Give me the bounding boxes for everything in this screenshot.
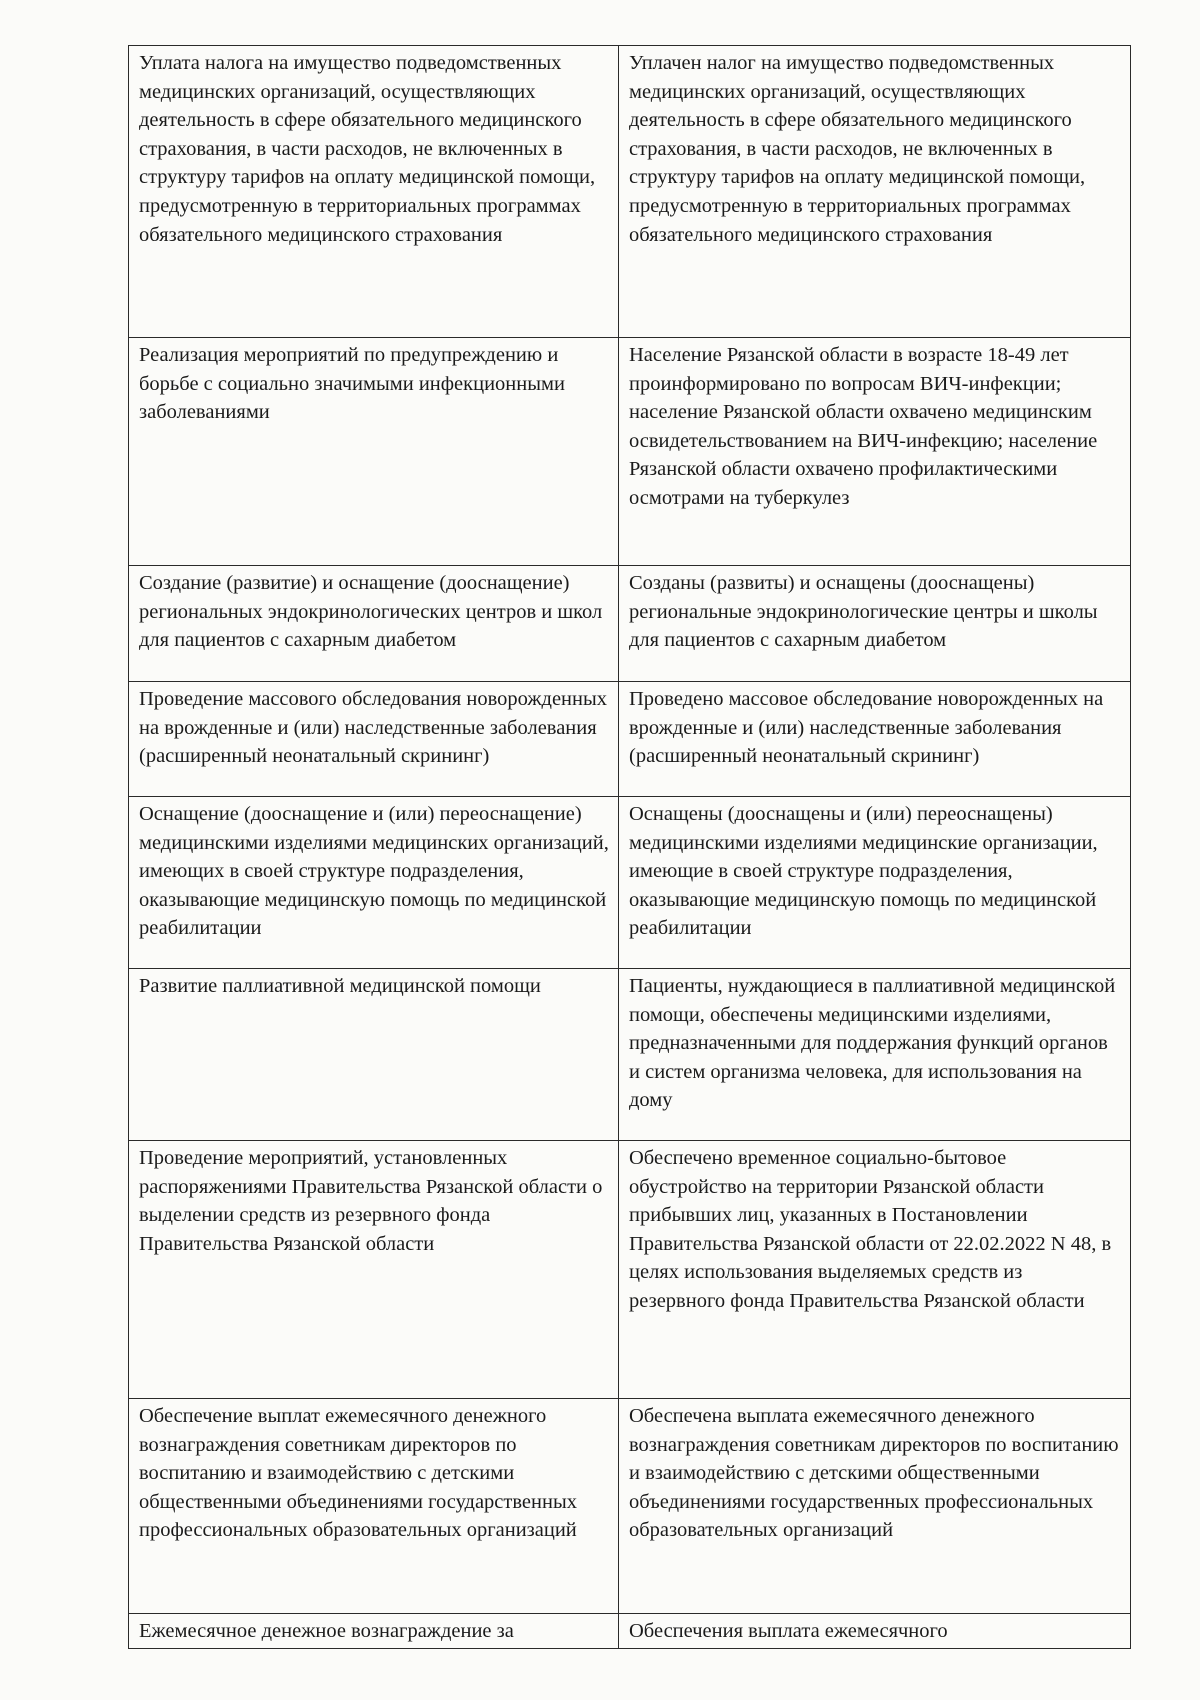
table-row (129, 338, 1131, 566)
result-cell (619, 338, 1131, 566)
result-cell (619, 46, 1131, 338)
result-cell (619, 682, 1131, 797)
measure-text: Ежемесячное денежное вознаграждение за (139, 1620, 514, 1642)
table-row (129, 1614, 1131, 1649)
measure-cell (129, 1614, 619, 1649)
measure-text: Проведение массового обследования новорожденных на врожденные и (или) наследственные заболевания (расширенный неонатальный скрининг) (139, 688, 608, 768)
result-text: Созданы (развиты) и оснащены (дооснащены) региональные эндокринологические центры и школы для пациентов с сахарным диабетом (629, 572, 1098, 652)
table-row (129, 969, 1131, 1141)
result-text: Обеспечена выплата ежемесячного денежного вознаграждения советникам директоров по воспитанию и взаимодействию с детскими общественными объединениями государственных профессиональных образовательных организаций (629, 1405, 1119, 1542)
result-text: Пациенты, нуждающиеся в паллиативной медицинской помощи, обеспечены медицинскими изделиями, предназначенными для поддержания функций органов и систем организма человека, для использования на дому (629, 975, 1116, 1112)
result-cell (619, 1614, 1131, 1649)
result-text: Обеспечения выплата ежемесячного (629, 1620, 948, 1642)
measure-cell (129, 969, 619, 1141)
result-cell (619, 1399, 1131, 1614)
measure-cell (129, 1399, 619, 1614)
table-row (129, 566, 1131, 682)
measure-text: Реализация мероприятий по предупреждению и борьбе с социально значимыми инфекционными заболеваниями (139, 344, 565, 424)
result-text: Уплачен налог на имущество подведомственных медицинских организаций, осуществляющих деятельность в сфере обязательного медицинского страхования, в части расходов, не включенных в структуру тарифов на оплату медицинской помощи, предусмотренную в территориальных программах обязательного медицинского страхования (629, 52, 1086, 246)
measure-cell (129, 566, 619, 682)
table-row (129, 682, 1131, 797)
measure-cell (129, 797, 619, 969)
result-text: Обеспечено временное социально-бытовое обустройство на территории Рязанской области прибывших лиц, указанных в Постановлении Правительства Рязанской области от 22.02.2022 N 48, в целях использования выделяемых средств из резервного фонда Правительства Рязанской области (629, 1147, 1112, 1312)
result-cell (619, 797, 1131, 969)
table-row (129, 1141, 1131, 1399)
measure-cell (129, 682, 619, 797)
result-cell (619, 1141, 1131, 1399)
measure-text: Уплата налога на имущество подведомственных медицинских организаций, осуществляющих деятельность в сфере обязательного медицинского страхования, в части расходов, не включенных в структуру тарифов на оплату медицинской помощи, предусмотренную в территориальных программах обязательного медицинского страхования (139, 52, 596, 246)
table-row (129, 797, 1131, 969)
result-text: Проведено массовое обследование новорожденных на врожденные и (или) наследственные заболевания (расширенный неонатальный скрининг) (629, 688, 1104, 768)
measure-cell (129, 1141, 619, 1399)
measure-text: Создание (развитие) и оснащение (дооснащение) региональных эндокринологических центров и школ для пациентов с сахарным диабетом (139, 572, 603, 652)
result-cell (619, 969, 1131, 1141)
measure-text: Оснащение (дооснащение и (или) переоснащение) медицинскими изделиями медицинских организаций, имеющих в своей структуре подразделения, оказывающие медицинскую помощь по медицинской реабилитации (139, 803, 609, 940)
measure-text: Обеспечение выплат ежемесячного денежного вознаграждения советникам директоров по воспитанию и взаимодействию с детскими общественными объединениями государственных профессиональных образовательных организаций (139, 1405, 577, 1542)
measure-text: Развитие паллиативной медицинской помощи (139, 975, 541, 997)
table-row (129, 46, 1131, 338)
table-row (129, 1399, 1131, 1614)
result-text: Оснащены (дооснащены и (или) переоснащены) медицинскими изделиями медицинские организации, имеющие в своей структуре подразделения, оказывающие медицинскую помощь по медицинской реабилитации (629, 803, 1098, 940)
measure-cell (129, 46, 619, 338)
measure-cell (129, 338, 619, 566)
result-cell (619, 566, 1131, 682)
measure-text: Проведение мероприятий, установленных распоряжениями Правительства Рязанской области о выделении средств из резервного фонда Правительства Рязанской области (139, 1147, 603, 1255)
result-text: Население Рязанской области в возрасте 18-49 лет проинформировано по вопросам ВИЧ-инфекции; население Рязанской области охвачено медицинским освидетельствованием на ВИЧ-инфекцию; население Рязанской области охвачено профилактическими осмотрами на туберкулез (629, 344, 1098, 509)
measures-table (128, 45, 1131, 1649)
